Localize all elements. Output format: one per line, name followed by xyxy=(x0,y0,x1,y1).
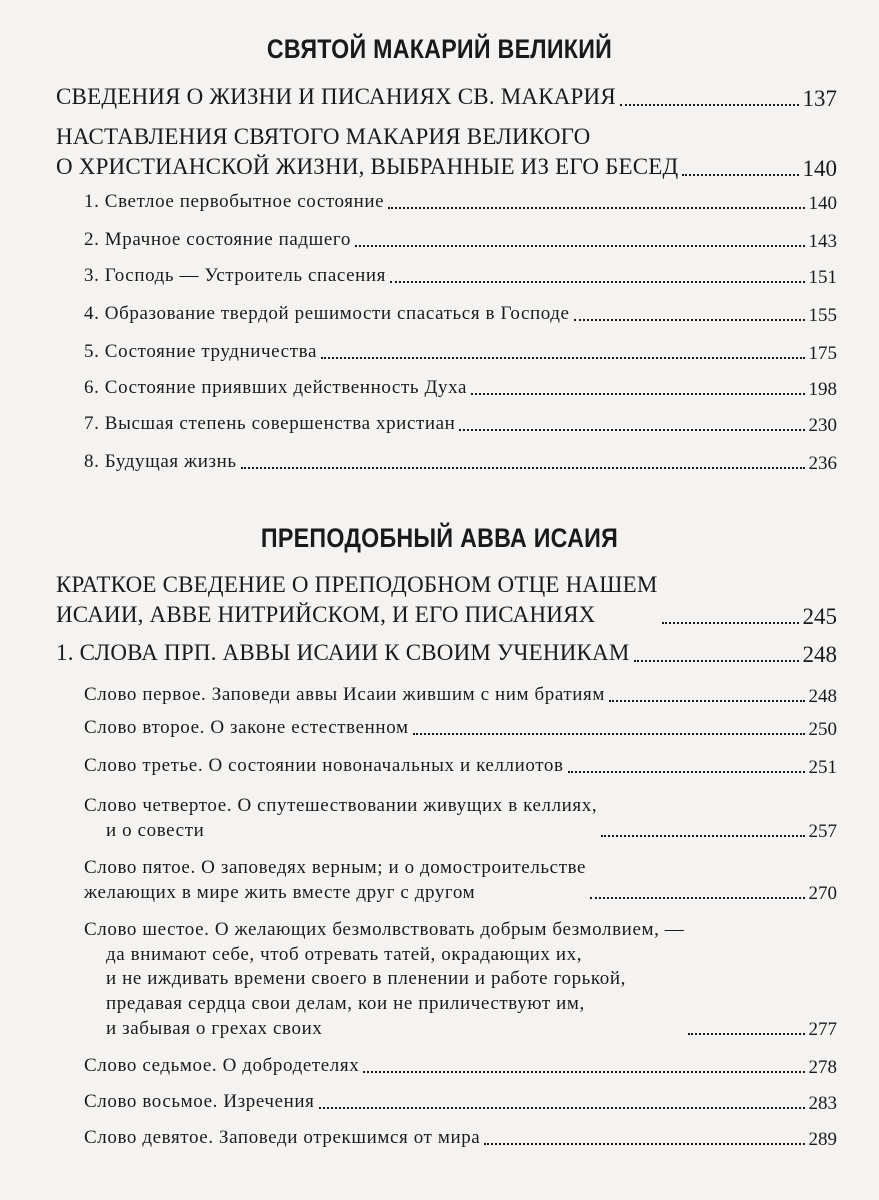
toc-entry-title: Слово первое. Заповеди аввы Исаии жившим с ним братиям xyxy=(84,684,606,705)
toc-entry-page: 140 xyxy=(808,192,837,214)
toc-entry-title: КРАТКОЕ СВЕДЕНИЕ О ПРЕПОДОБНОМ ОТЦЕ НАШЕМ ИСАИИ, АВВЕ НИТРИЙСКОМ, И ЕГО ПИСАНИЯХ xyxy=(56,572,658,627)
toc-entry[interactable] xyxy=(84,228,837,253)
leader-dots xyxy=(568,771,805,773)
toc-entry-page: 151 xyxy=(808,266,837,288)
toc-entry-page: 250 xyxy=(808,718,837,740)
toc-entry-title: 2. Мрачное состояние падшего xyxy=(84,229,351,250)
section-title-makarios: СВЯТОЙ МАКАРИЙ ВЕЛИКИЙ xyxy=(266,34,613,64)
leader-dots xyxy=(609,700,804,702)
leader-dots xyxy=(388,207,804,209)
toc-entry-title-cont: и о совести xyxy=(106,819,205,841)
toc-entry-page: 143 xyxy=(808,230,837,252)
toc-entry-title: Слово третье. О состоянии новоначальных и келлиотов xyxy=(84,755,564,776)
toc-entry-title: 1. Светлое первобытное состояние xyxy=(84,191,385,212)
toc-entry[interactable] xyxy=(84,302,837,327)
toc-entry-title xyxy=(84,794,597,843)
leader-dots xyxy=(601,835,804,837)
toc-entry-title: Слово второе. О законе естественном xyxy=(84,717,409,738)
toc-entry[interactable] xyxy=(56,570,837,630)
toc-entry[interactable] xyxy=(84,376,837,401)
toc-entry-page: 248 xyxy=(808,685,837,707)
toc-entry-title: 8. Будущая жизнь xyxy=(84,451,237,472)
toc-entry[interactable] xyxy=(84,856,837,905)
toc-entry-title: НАСТАВЛЕНИЯ СВЯТОГО МАКАРИЯ ВЕЛИКОГО О ХРИСТИАНСКОЙ ЖИЗНИ, ВЫБРАННЫЕ ИЗ ЕГО БЕСЕД xyxy=(56,124,679,179)
toc-entry-page: 155 xyxy=(808,304,837,326)
toc-entry[interactable] xyxy=(56,82,837,112)
toc-entry[interactable] xyxy=(84,794,837,843)
toc-entry-page: 175 xyxy=(808,342,837,364)
leader-dots xyxy=(484,1143,804,1145)
toc-entry-page: 236 xyxy=(808,452,837,474)
toc-entry-page: 278 xyxy=(808,1056,837,1078)
toc-entry[interactable] xyxy=(84,716,837,741)
toc-entry-page: 283 xyxy=(808,1092,837,1114)
toc-entry-title-cont: желающих в мире жить вместе друг с другом xyxy=(84,881,476,903)
toc-entry[interactable] xyxy=(84,1126,837,1151)
toc-entry-page: 289 xyxy=(808,1128,837,1150)
leader-dots xyxy=(413,733,805,735)
leader-dots xyxy=(355,245,805,247)
toc-entry-title xyxy=(84,918,684,1041)
toc-entry-title: 6. Состояние приявших действенность Духа xyxy=(84,377,468,398)
toc-entry[interactable] xyxy=(84,683,837,708)
toc-entry-title xyxy=(84,856,586,905)
leader-dots xyxy=(321,357,805,359)
toc-entry[interactable] xyxy=(84,264,837,289)
toc-entry-title-cont: да внимают себе, чтоб отревать татей, окрадающих их, и не иждивать времени своего в пленении и работе горькой, предавая сердца свои делам, кои не приличествуют им, и забывая о грехах своих xyxy=(106,943,627,1039)
toc-entry-title-line1: Слово четвертое. О спутешествовании живущих в келлиях, xyxy=(84,795,598,816)
toc-entry-title-line1: Слово шестое. О желающих безмолвствовать добрым безмолвием, — xyxy=(84,919,685,940)
toc-entry[interactable] xyxy=(84,412,837,437)
toc-entry-title: 5. Состояние трудничества xyxy=(84,341,317,362)
toc-entry[interactable] xyxy=(84,1054,837,1079)
leader-dots xyxy=(620,104,799,106)
toc-entry[interactable] xyxy=(84,340,837,365)
toc-entry-title: Слово восьмое. Изречения xyxy=(84,1091,315,1112)
leader-dots xyxy=(319,1107,805,1109)
toc-entry-page: 140 xyxy=(802,155,837,181)
toc-entry[interactable] xyxy=(56,638,837,668)
leader-dots xyxy=(459,429,804,431)
toc-entry[interactable] xyxy=(84,754,837,779)
toc-entry-page: 137 xyxy=(802,85,837,111)
toc-entry-title: 4. Образование твердой решимости спасаться в Господе xyxy=(84,303,570,324)
toc-entry[interactable] xyxy=(84,190,837,215)
toc-entry[interactable] xyxy=(84,450,837,475)
leader-dots xyxy=(363,1071,804,1073)
leader-dots xyxy=(574,319,805,321)
toc-entry-title: Слово девятое. Заповеди отрекшимся от мира xyxy=(84,1127,481,1148)
leader-dots xyxy=(390,281,804,283)
toc-entry[interactable] xyxy=(84,1090,837,1115)
leader-dots xyxy=(682,174,798,176)
leader-dots xyxy=(662,622,799,624)
toc-entry-title: 1. СЛОВА ПРП. АВВЫ ИСАИИ К СВОИМ УЧЕНИКАМ xyxy=(56,640,630,665)
toc-entry-title: Слово седьмое. О добродетелях xyxy=(84,1055,360,1076)
leader-dots xyxy=(241,467,805,469)
toc-entry-page: 270 xyxy=(808,883,837,905)
toc-entry-page: 198 xyxy=(808,378,837,400)
leader-dots xyxy=(634,660,799,662)
leader-dots xyxy=(688,1033,804,1035)
toc-entry-page: 251 xyxy=(808,756,837,778)
leader-dots xyxy=(471,393,804,395)
leader-dots xyxy=(590,897,804,899)
toc-entry-title: 7. Высшая степень совершенства христиан xyxy=(84,413,456,434)
toc-entry-page: 248 xyxy=(802,641,837,667)
toc-entry-title: СВЕДЕНИЯ О ЖИЗНИ И ПИСАНИЯХ СВ. МАКАРИЯ xyxy=(56,84,616,109)
toc-entry[interactable] xyxy=(84,918,837,1041)
toc-entry[interactable] xyxy=(56,122,837,182)
toc-entry-page: 257 xyxy=(808,821,837,843)
toc-entry-title: 3. Господь — Устроитель спасения xyxy=(84,265,387,286)
section-title-isaiah: ПРЕПОДОБНЫЙ АВВА ИСАИЯ xyxy=(260,523,619,553)
toc-entry-page: 245 xyxy=(802,603,837,629)
toc-entry-page: 230 xyxy=(808,414,837,436)
toc-entry-title-line1: Слово пятое. О заповедях верным; и о домостроительстве xyxy=(84,857,587,878)
toc-entry-page: 277 xyxy=(808,1019,837,1041)
